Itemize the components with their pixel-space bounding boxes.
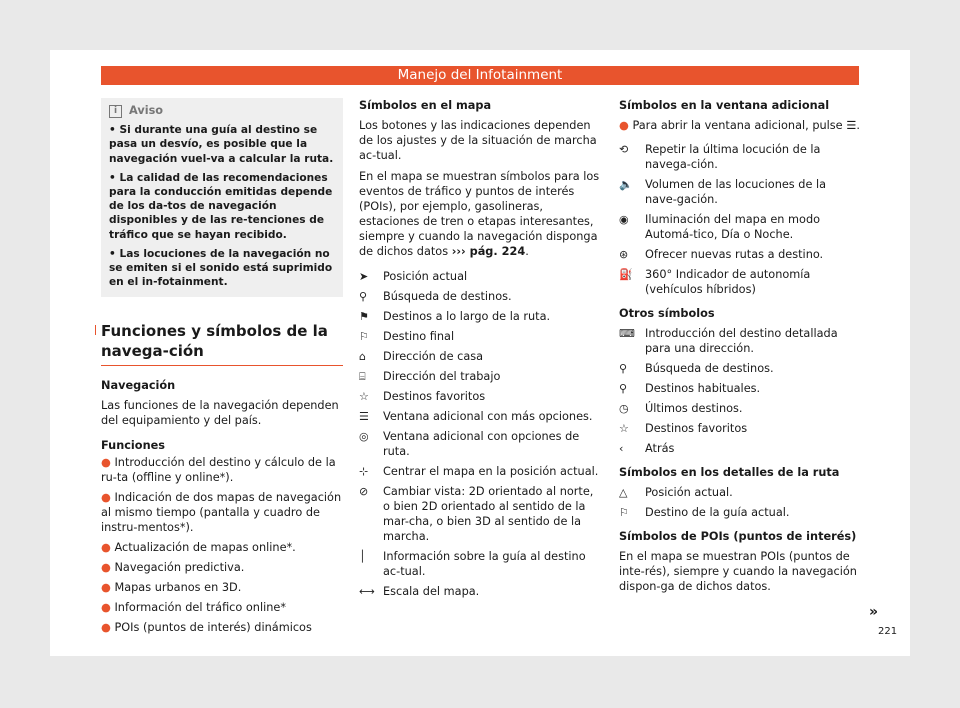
symbol-row (359, 349, 601, 364)
symbol-description: Ventana adicional con opciones de ruta. (383, 430, 580, 458)
new-routes-icon: ⊛ (619, 248, 629, 261)
symbol-description: Información sobre la guía al destino ac-tual. (383, 550, 586, 578)
map-symbols-heading: Símbolos en el mapa (359, 99, 492, 112)
warning-item: • Si durante una guía al destino se pasa un desvío, es posible que la navegación vuel-va a calcular la ruta. (109, 124, 334, 165)
center-map-icon: ⊹ (359, 465, 369, 478)
symbol-description: Posición actual (383, 270, 468, 283)
symbol-row (619, 361, 861, 376)
finish-flag-icon: ⚐ (619, 506, 629, 519)
warning-box (101, 98, 343, 297)
symbol-row (359, 464, 601, 479)
warning-title-row (109, 104, 335, 118)
bullet-icon: ● (101, 541, 115, 555)
nav-text: Las funciones de la navegación dependen del equipamiento y del país. (101, 399, 339, 428)
flag-icon: ⚑ (359, 310, 369, 323)
range-icon: ⛽ (619, 268, 633, 281)
route-info-bar-icon: │ (359, 550, 366, 563)
symbol-description: Atrás (645, 442, 675, 455)
symbol-description: Dirección del trabajo (383, 370, 501, 383)
symbol-row (619, 421, 861, 436)
symbol-row (619, 441, 861, 456)
volume-icon: 🔈 (619, 178, 633, 191)
symbol-row (359, 309, 601, 324)
route-symbols-heading: Símbolos en los detalles de la ruta (619, 466, 840, 479)
symbol-description: Posición actual. (645, 486, 733, 499)
symbol-row (359, 409, 601, 424)
symbol-description: Volumen de las locuciones de la nave-gación. (645, 178, 827, 206)
scale-icon: ⟷ (359, 585, 375, 598)
function-item: ● Actualización de mapas online*. (101, 541, 296, 555)
symbol-row (619, 142, 861, 172)
poi-heading: Símbolos de POIs (puntos de interés) (619, 530, 857, 543)
page-link[interactable]: ››› pág. 224 (451, 245, 526, 258)
symbol-row (359, 389, 601, 404)
nav-heading: Navegación (101, 379, 176, 393)
map-symbols-p1: Los botones y las indicaciones dependen de los ajustes y de la situación de marcha ac-tual. (359, 119, 597, 162)
map-symbol-list (359, 269, 601, 599)
position-arrow-icon: △ (619, 486, 628, 499)
symbol-description: Escala del mapa. (383, 585, 480, 598)
symbol-description: Centrar el mapa en la posición actual. (383, 465, 599, 478)
work-icon: ⌸ (359, 370, 366, 383)
symbol-description: Destinos habituales. (645, 382, 761, 395)
warning-item: • Las locuciones de la navegación no se emiten si el sonido está suprimido en el in-fotainment. (109, 247, 333, 289)
page-number: 221 (878, 626, 898, 637)
symbol-row (619, 381, 861, 396)
symbol-description: Introducción del destino detallada para una dirección. (645, 327, 838, 355)
symbol-row (619, 212, 861, 242)
search-icon: ⚲ (619, 362, 628, 375)
finish-flag-icon: ⚐ (359, 330, 369, 343)
symbol-row (619, 326, 861, 356)
poi-text: En el mapa se muestran POIs (puntos de inte-rés), siempre y cuando la navegación dispon-ga de dichos datos. (619, 550, 857, 593)
symbol-description: Últimos destinos. (645, 402, 743, 415)
symbol-description: Destino final (383, 330, 455, 343)
symbol-description: Iluminación del mapa en modo Automá-tico, Día o Noche. (645, 213, 821, 241)
info-icon: i (109, 105, 122, 118)
function-item: ● POIs (puntos de interés) dinámicos (101, 621, 312, 635)
symbol-description: Destinos favoritos (383, 390, 486, 403)
bullet-icon: ● (101, 601, 115, 615)
symbol-description: 360° Indicador de autonomía (vehículos híbridos) (645, 268, 811, 296)
symbol-row (619, 505, 861, 520)
symbol-row (359, 549, 601, 579)
continue-arrow-icon: » (869, 604, 879, 620)
function-item: ● Indicación de dos mapas de navegación al mismo tiempo (pantalla y cuadro de instru-mentos*). (101, 491, 342, 535)
map-light-icon: ◉ (619, 213, 629, 226)
home-icon: ⌂ (359, 350, 366, 363)
map-symbols-p2: En el mapa se muestran símbolos para los eventos de tráfico y puntos de interés (POIs), por ejemplo, gasolineras, estaciones de tren o etapas interesantes, siempre y cuando la navegación disponga de dichos datos ››› pág. 224. (359, 170, 600, 258)
function-item: ● Información del tráfico online* (101, 601, 287, 615)
column-right (619, 98, 861, 600)
symbol-description: Cambiar vista: 2D orientado al norte, o bien 2D orientado al sentido de la mar-cha, o bien 3D al sentido de la marcha. (383, 485, 594, 543)
star-icon: ☆ (619, 422, 629, 435)
warning-title: Aviso (129, 104, 164, 117)
symbol-description: Búsqueda de destinos. (645, 362, 774, 375)
function-item: ● Introducción del destino y cálculo de la ru-ta (offline y online*). (101, 456, 336, 485)
symbol-description: Destinos favoritos (645, 422, 748, 435)
bullet-icon: ● (101, 581, 115, 595)
clock-icon: ◷ (619, 402, 629, 415)
star-icon: ☆ (359, 390, 369, 403)
symbol-description: Repetir la última locución de la navega-ción. (645, 143, 821, 171)
bullet-icon: ● (101, 561, 115, 575)
symbol-row (359, 269, 601, 284)
page-header: Manejo del Infotainment (101, 66, 859, 85)
symbol-row (619, 247, 861, 262)
column-left (101, 98, 343, 640)
window-intro: ● Para abrir la ventana adicional, pulse ☰. (619, 119, 860, 132)
bullet-icon: ● (101, 456, 115, 470)
function-item: ● Navegación predictiva. (101, 561, 245, 575)
symbol-row (359, 584, 601, 599)
route-symbol-list (619, 485, 861, 520)
repeat-voice-icon: ⟲ (619, 143, 629, 156)
symbol-row (359, 369, 601, 384)
other-symbols-heading: Otros símbolos (619, 307, 715, 320)
detailed-entry-icon: ⌨ (619, 327, 635, 340)
symbol-row (619, 485, 861, 500)
symbol-description: Ventana adicional con más opciones. (383, 410, 593, 423)
menu-icon: ☰ (359, 410, 369, 423)
window-symbols-heading: Símbolos en la ventana adicional (619, 99, 830, 112)
route-options-icon: ◎ (359, 430, 369, 443)
symbol-row (359, 429, 601, 459)
function-item: ● Mapas urbanos en 3D. (101, 581, 242, 595)
symbol-row (359, 289, 601, 304)
symbol-row (359, 484, 601, 544)
compass-icon: ⊘ (359, 485, 369, 498)
window-symbol-list (619, 142, 861, 297)
position-arrow-icon: ➤ (359, 270, 369, 283)
habitual-icon: ⚲ (619, 382, 628, 395)
symbol-description: Dirección de casa (383, 350, 484, 363)
symbol-description: Ofrecer nuevas rutas a destino. (645, 248, 824, 261)
bullet-icon: ● (619, 119, 633, 132)
symbol-description: Destino de la guía actual. (645, 506, 790, 519)
warning-item: • La calidad de las recomendaciones para la conducción emitidas depende de los da-tos de navegación disponibles y de las re-tenciones de tráfico que se hayan recibido. (109, 171, 333, 241)
destination-search-icon: ⚲ (359, 290, 368, 303)
functions-heading: Funciones (101, 439, 165, 453)
bullet-icon: ● (101, 491, 115, 505)
section-title: Funciones y símbolos de la navega-ción (101, 321, 343, 366)
symbol-row (619, 401, 861, 416)
symbol-row (619, 177, 861, 207)
symbol-description: Búsqueda de destinos. (383, 290, 512, 303)
bullet-icon: ● (101, 621, 115, 635)
symbol-row (359, 329, 601, 344)
symbol-row (619, 267, 861, 297)
other-symbol-list (619, 326, 861, 456)
column-middle (359, 98, 601, 604)
symbol-description: Destinos a lo largo de la ruta. (383, 310, 551, 323)
back-icon: ‹ (619, 442, 624, 455)
